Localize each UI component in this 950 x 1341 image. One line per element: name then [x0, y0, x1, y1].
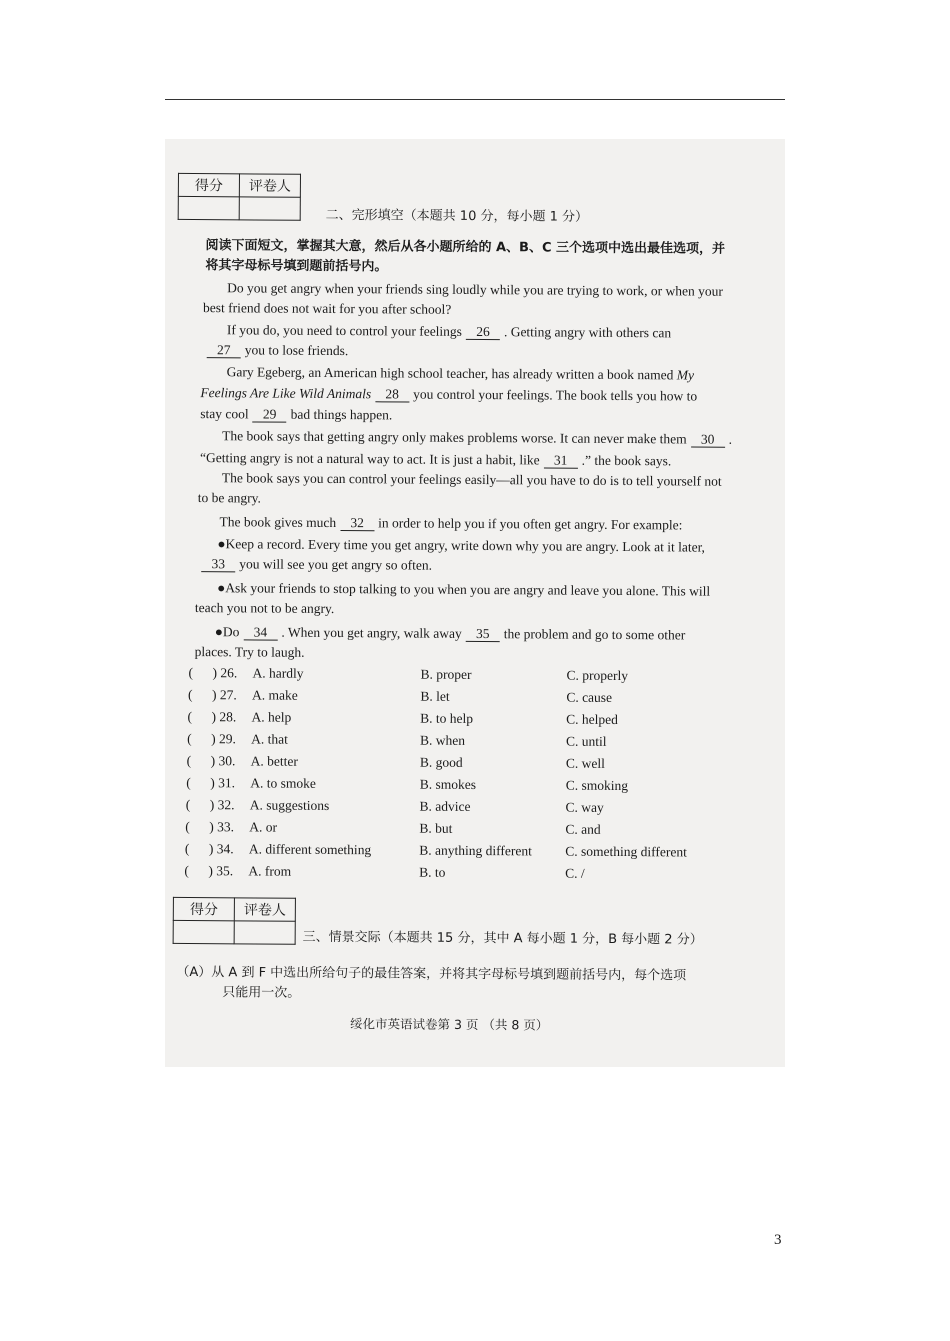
- passage-text: bad things happen.: [290, 406, 393, 423]
- option-b: B. proper: [420, 666, 472, 682]
- question-number: ) 26.: [212, 665, 238, 681]
- option-b: B. but: [419, 820, 453, 836]
- passage-line: [200, 449, 671, 470]
- page-footer: 绥化市英语试卷第 3 页 （共 8 页）: [350, 1016, 549, 1033]
- question-number: ) 31.: [210, 775, 236, 791]
- passage-text: “Getting angry is not a natural way to act. It is just a habit, like: [199, 450, 540, 468]
- book-title: My: [676, 367, 695, 383]
- blank-34: 34: [243, 625, 277, 640]
- option-a: A. to smoke: [250, 775, 316, 791]
- page-number: 3: [774, 1232, 782, 1248]
- answer-bracket: (: [186, 752, 192, 769]
- passage-text: you will see you get angry so often.: [239, 556, 433, 573]
- blank-26: 26: [466, 325, 500, 340]
- option-a: A. help: [251, 709, 292, 725]
- option-a: A. better: [250, 753, 298, 769]
- passage-text: . When you get angry, walk away: [281, 624, 462, 641]
- score-cell: [173, 920, 234, 943]
- blank-35: 35: [466, 627, 500, 642]
- passage-line: to be angry.: [197, 490, 262, 506]
- option-c: C. well: [565, 755, 605, 771]
- passage-text: stay cool: [200, 406, 249, 422]
- option-b: B. advice: [419, 798, 471, 814]
- instruction-line-2: 将其字母标号填到题前括号内。: [205, 258, 388, 275]
- answer-bracket: (: [186, 774, 191, 791]
- blank-33: 33: [201, 557, 235, 572]
- passage-text: you to lose friends.: [244, 342, 349, 359]
- option-c: C. helped: [566, 711, 618, 728]
- passage-line: [203, 341, 349, 360]
- answer-bracket: (: [188, 665, 194, 681]
- passage-text: .” the book says.: [581, 452, 672, 469]
- passage-line: Do you get angry when your friends sing loudly while you are trying to work, or when your: [227, 280, 723, 299]
- option-b: B. good: [419, 754, 463, 770]
- answer-bracket: (: [184, 862, 189, 879]
- option-a: A. make: [251, 687, 298, 703]
- scanned-exam-page: [165, 139, 785, 1067]
- option-b: B. let: [420, 688, 450, 704]
- answer-bracket: (: [185, 818, 190, 835]
- question-number: ) 29.: [211, 731, 236, 747]
- header-rule: [165, 99, 785, 100]
- option-c: C. smoking: [565, 777, 629, 794]
- option-a: A. or: [249, 819, 278, 835]
- answer-bracket: (: [187, 708, 193, 725]
- passage-text: you control your feelings. The book tells you how to: [413, 386, 698, 404]
- option-c: C. until: [565, 733, 607, 749]
- passage-line: [227, 363, 695, 384]
- passage-text: the problem and go to some other: [503, 626, 686, 643]
- passage-line: [222, 427, 732, 449]
- question-number: ) 30.: [210, 753, 236, 769]
- blank-27: 27: [207, 343, 241, 358]
- grader-label: 评卷人: [239, 174, 300, 197]
- option-b: B. smokes: [419, 776, 477, 793]
- answer-bracket: (: [187, 730, 192, 747]
- score-label: 得分: [178, 173, 239, 196]
- blank-31: 31: [544, 453, 578, 468]
- option-a: A. suggestions: [249, 797, 330, 813]
- passage-line: [197, 555, 432, 575]
- passage-line: [219, 513, 682, 534]
- passage-text: .: [728, 431, 733, 447]
- score-label: 得分: [173, 897, 234, 920]
- question-number: ) 27.: [211, 687, 237, 703]
- blank-30: 30: [691, 433, 725, 448]
- option-b: B. anything different: [419, 842, 532, 859]
- instruction-line-1: 阅读下面短文，掌握其大意，然后从各小题所给的 A、B、C 三个选项中选出最佳选项，并: [205, 238, 726, 257]
- option-c: C. and: [565, 821, 601, 837]
- passage-line: places. Try to laugh.: [194, 644, 305, 660]
- grader-label: 评卷人: [234, 898, 295, 921]
- passage-line: ●Ask your friends to stop talking to you when you are angry and leave you alone. This will: [217, 580, 711, 599]
- score-box-section-2: [178, 173, 301, 221]
- option-c: C. something different: [565, 843, 687, 860]
- exam-paper: [165, 139, 785, 1067]
- passage-text: . Getting angry with others can: [503, 324, 672, 341]
- option-a: A. from: [248, 863, 292, 879]
- option-b: B. to: [419, 864, 446, 880]
- part-a-instruction-2: 只能用一次。: [222, 985, 301, 1001]
- passage-text: The book says that getting angry only makes problems worse. It can never make them: [222, 428, 687, 447]
- question-number: ) 34.: [208, 841, 234, 857]
- grader-cell: [239, 197, 300, 220]
- answer-bracket: (: [187, 686, 193, 703]
- option-c: C. /: [565, 865, 585, 881]
- passage-line: teach you not to be angry.: [194, 600, 335, 617]
- question-number: ) 28.: [211, 709, 237, 725]
- blank-28: 28: [375, 387, 409, 402]
- option-b: B. to help: [420, 710, 474, 726]
- passage-line: [215, 623, 686, 644]
- score-cell: [178, 196, 239, 219]
- section-3-title: 三、情景交际（本题共 15 分，其中 A 每小题 1 分，B 每小题 2 分）: [302, 929, 703, 948]
- blank-29: 29: [253, 407, 287, 422]
- score-box-section-3: [173, 897, 296, 945]
- passage-text: If you do, you need to control your feelings: [226, 322, 463, 339]
- question-number: ) 35.: [208, 863, 234, 879]
- passage-text: ●Do: [214, 624, 240, 640]
- option-c: C. way: [565, 799, 604, 815]
- option-a: A. hardly: [252, 665, 304, 681]
- option-c: C. properly: [566, 667, 629, 684]
- passage-line: [200, 405, 392, 424]
- question-number: ) 33.: [209, 819, 235, 835]
- option-a: A. that: [251, 731, 288, 747]
- passage-text: Gary Egeberg, an American high school teacher, has already written a book named: [226, 364, 674, 383]
- book-title: Feelings Are Like Wild Animals: [200, 385, 372, 402]
- answer-bracket: (: [184, 840, 190, 857]
- answer-bracket: (: [185, 796, 191, 813]
- option-b: B. when: [419, 732, 466, 748]
- question-number: ) 32.: [209, 797, 235, 813]
- part-a-instruction-1: （A）从 A 到 F 中选出所给句子的最佳答案，并将其字母标号填到题前括号内，每个选项: [176, 964, 687, 984]
- blank-32: 32: [340, 516, 374, 531]
- option-c: C. cause: [566, 689, 613, 705]
- grader-cell: [234, 921, 295, 944]
- passage-line: [200, 384, 697, 405]
- passage-line: best friend does not wait for you after school?: [203, 300, 452, 317]
- passage-text: The book gives much: [219, 514, 337, 531]
- passage-line: ●Keep a record. Every time you get angry, write down why you are angry. Look at it later,: [217, 536, 706, 555]
- passage-line: [227, 321, 671, 342]
- passage-text: in order to help you if you often get angry. For example:: [378, 515, 683, 533]
- passage-line: The book says you can control your feelings easily—all you have to do is to tell yourself not: [221, 470, 722, 489]
- section-2-title: 二、完形填空（本题共 10 分，每小题 1 分）: [325, 207, 589, 225]
- option-a: A. different something: [248, 841, 372, 858]
